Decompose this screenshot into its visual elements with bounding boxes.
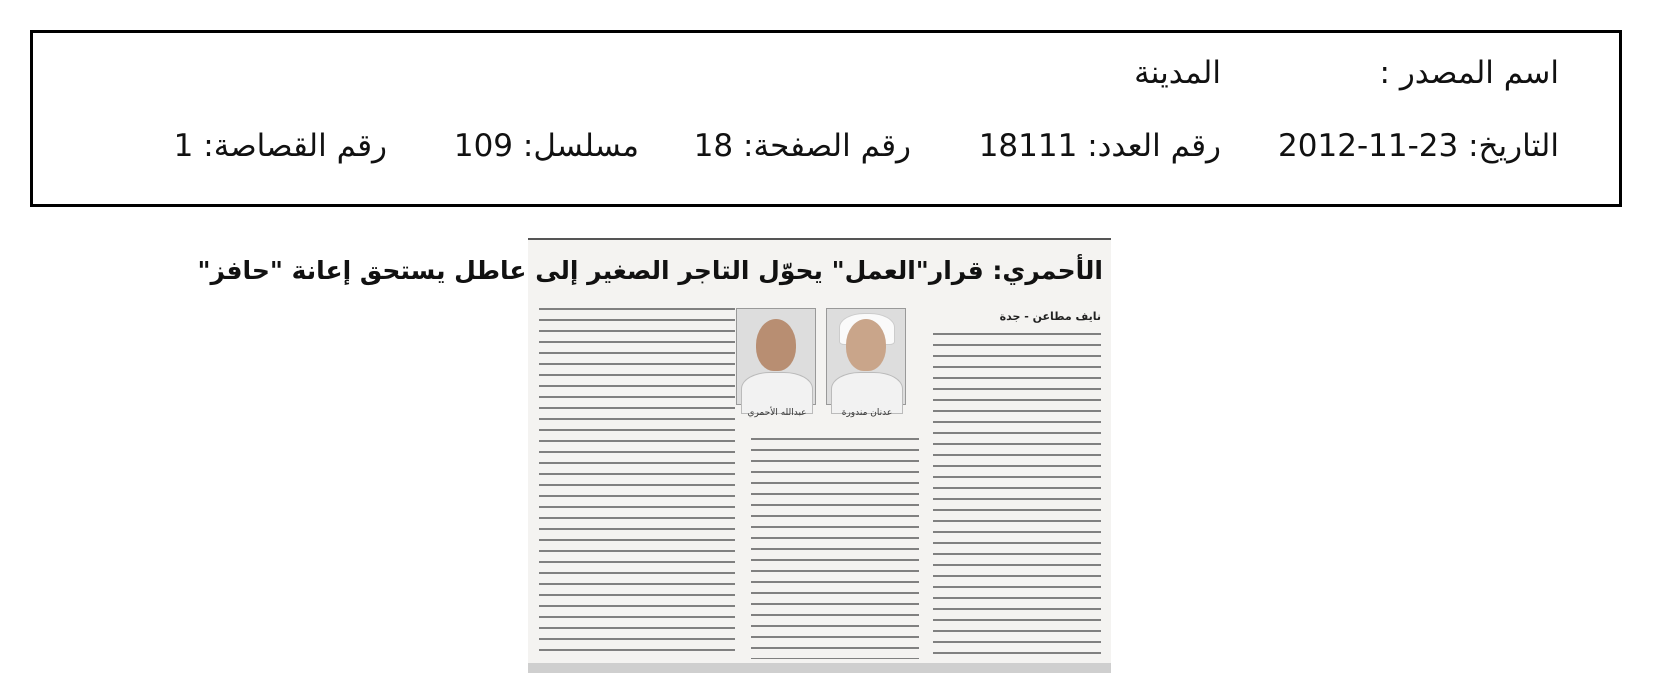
- clip-number-label: رقم القصاصة:: [203, 128, 387, 164]
- photo-caption-1: عدنان مندورة: [841, 408, 893, 418]
- article-column-middle: [751, 438, 919, 659]
- metadata-box: [30, 30, 1622, 207]
- serial-field: [454, 128, 639, 164]
- face-shape: [846, 319, 886, 371]
- page-label: رقم الصفحة:: [743, 128, 911, 164]
- clipping-bottom-strip: [528, 663, 1111, 673]
- portrait-photo-1: [826, 308, 906, 405]
- clip-number-value: 1: [173, 128, 194, 164]
- photo-caption-2: عبدالله الأحمري: [747, 408, 807, 418]
- source-label: اسم المصدر :: [1379, 55, 1559, 91]
- issue-field: [979, 128, 1221, 164]
- source-value-field: [1134, 55, 1221, 91]
- issue-label: رقم العدد:: [1087, 128, 1221, 164]
- newspaper-clipping: [197, 238, 1111, 673]
- clip-number-field: [174, 128, 387, 164]
- article-column-left: [539, 308, 735, 659]
- date-field: [1278, 128, 1559, 164]
- article-column-right: [933, 333, 1101, 659]
- issue-value: 18111: [978, 128, 1078, 164]
- face-shape: [756, 319, 796, 371]
- serial-label: مسلسل:: [522, 128, 639, 164]
- clipping-top-rule: [528, 238, 1111, 240]
- portrait-photo-2: [736, 308, 816, 405]
- source-field: [1380, 55, 1559, 91]
- serial-value: 109: [453, 128, 514, 164]
- article-headline: الأحمري: قرار"العمل" يحوّل التاجر الصغير إلى عاطل يستحق إعانة "حافز": [197, 256, 1103, 285]
- page-value: 18: [693, 128, 734, 164]
- article-byline: نايف مطاعن - جدة: [999, 310, 1101, 323]
- date-value: 2012-11-23: [1278, 128, 1459, 164]
- source-value: المدينة: [1134, 55, 1221, 91]
- page-field: [694, 128, 911, 164]
- date-label: التاريخ:: [1468, 128, 1559, 164]
